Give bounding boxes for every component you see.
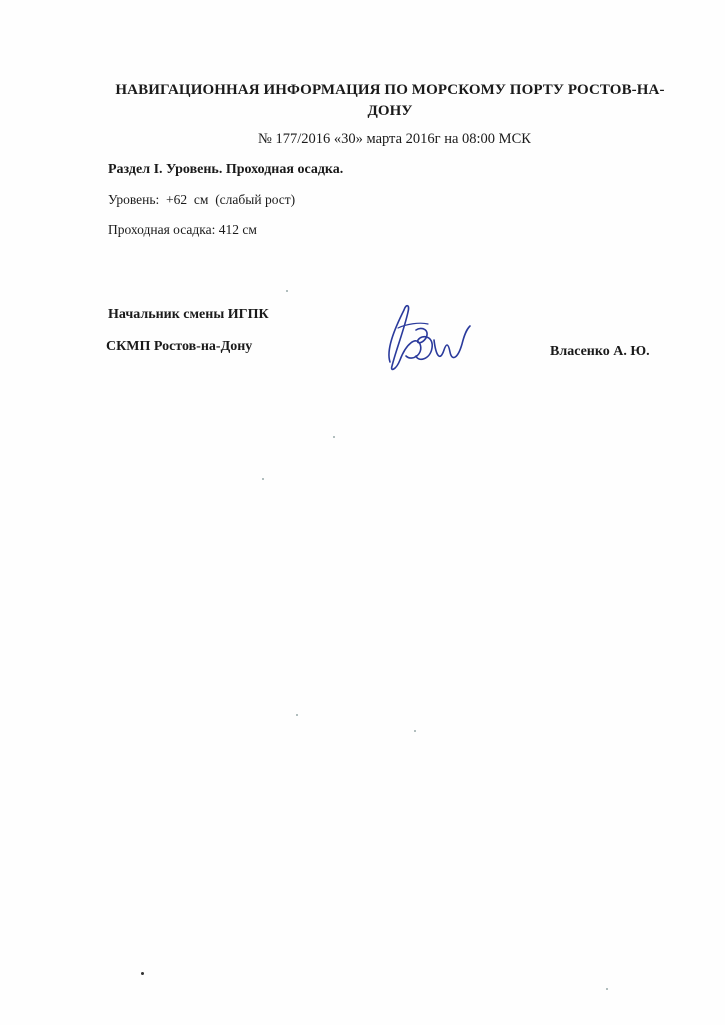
handwritten-signature	[376, 300, 476, 380]
scan-speck	[141, 972, 144, 975]
section-heading: Раздел I. Уровень. Проходная осадка.	[108, 162, 344, 177]
scan-speck	[262, 478, 264, 480]
document-title: НАВИГАЦИОННАЯ ИНФОРМАЦИЯ ПО МОРСКОМУ ПОРТУ РОСТОВ-НА-ДОНУ	[115, 82, 665, 119]
draft-line: Проходная осадка: 412 см	[108, 222, 257, 237]
scan-speck	[414, 730, 416, 732]
scan-speck	[296, 714, 298, 716]
document-subtitle: № 177/2016 «30» марта 2016г на 08:00 МСК	[258, 131, 531, 147]
scan-speck	[606, 988, 608, 990]
signatory-role: Начальник смены ИГПК	[108, 307, 269, 322]
scan-speck	[333, 436, 335, 438]
scan-speck	[286, 290, 288, 292]
water-level-line: Уровень: +62 см (слабый рост)	[108, 192, 296, 207]
signatory-name: Власенко А. Ю.	[550, 344, 650, 359]
signatory-organization: СКМП Ростов-на-Дону	[106, 339, 253, 354]
